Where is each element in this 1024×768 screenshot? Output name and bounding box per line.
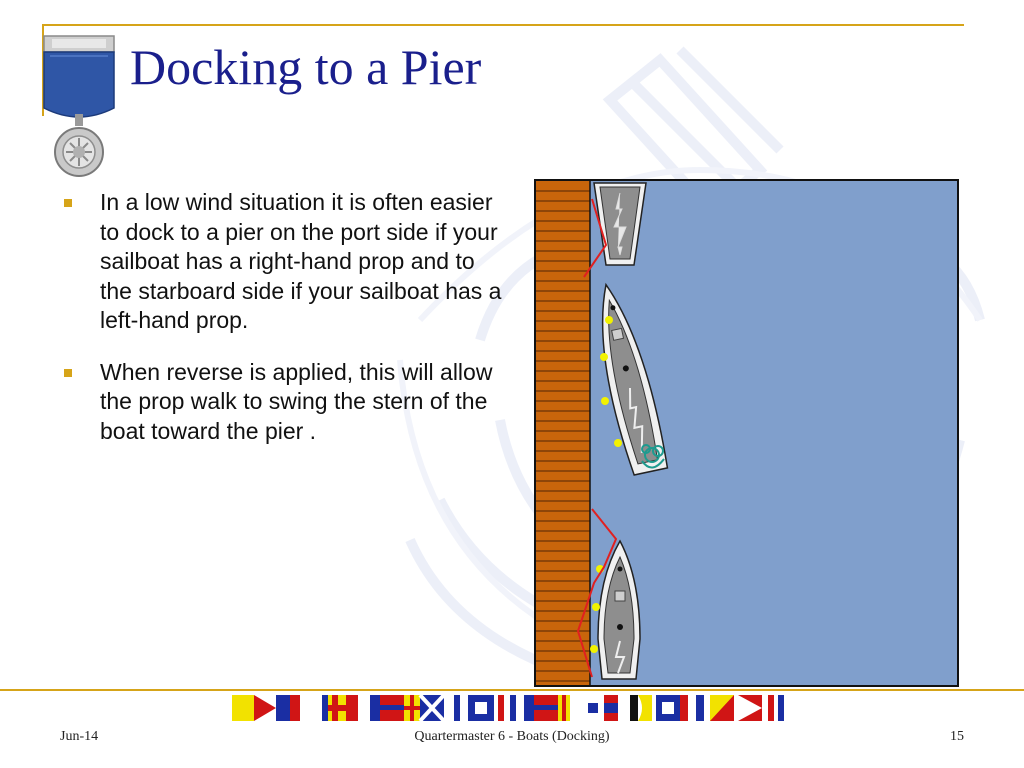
nautical-signal-flags-icon <box>232 695 802 721</box>
bullet-text: In a low wind situation it is often easier to dock to a pier on the port side if your sailboat has a right-hand prop and to the starboard side if your sailboat has a left-hand prop. <box>100 189 502 333</box>
top-rule <box>42 24 964 26</box>
bullet-item <box>62 188 502 336</box>
footer-date: Jun-14 <box>60 729 99 744</box>
docking-diagram <box>534 179 959 687</box>
slide-title: Docking to a Pier <box>130 39 482 95</box>
pier <box>536 181 590 685</box>
bottom-rule <box>0 689 1024 691</box>
bullet-list <box>62 188 502 468</box>
sea-scout-medal-icon <box>38 30 128 180</box>
bullet-square-icon <box>64 199 72 207</box>
footer-title: Quartermaster 6 - Boats (Docking) <box>414 729 610 744</box>
bullet-square-icon <box>64 369 72 377</box>
page-number: 15 <box>950 729 964 744</box>
bullet-item <box>62 358 502 447</box>
bullet-text: When reverse is applied, this will allow the prop walk to swing the stern of the boat toward the pier . <box>100 358 493 444</box>
